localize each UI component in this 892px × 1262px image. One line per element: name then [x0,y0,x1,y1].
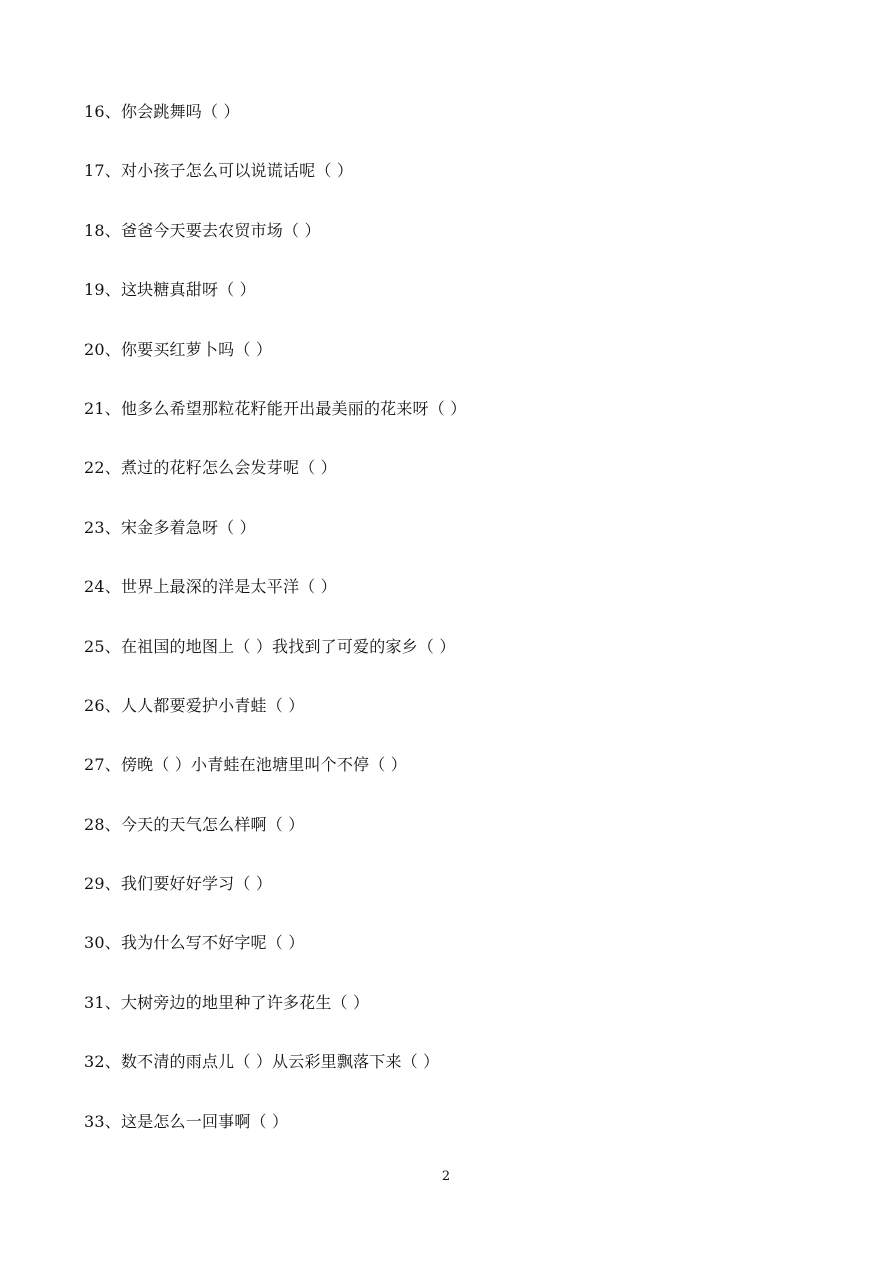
question-item: 25、在祖国的地图上（ ）我找到了可爱的家乡（ ） [84,636,456,656]
question-item: 33、这是怎么一回事啊（ ） [84,1111,289,1131]
question-item: 21、他多么希望那粒花籽能开出最美丽的花来呀（ ） [84,398,467,418]
question-item: 32、数不清的雨点儿（ ）从云彩里飘落下来（ ） [84,1052,440,1072]
page-number: 2 [441,1169,451,1184]
question-item: 27、傍晚（ ）小青蛙在池塘里叫个不停（ ） [84,755,407,775]
question-item: 22、煮过的花籽怎么会发芽呢（ ） [84,458,337,478]
question-item: 30、我为什么写不好字呢（ ） [84,933,305,953]
question-item: 28、今天的天气怎么样啊（ ） [84,814,305,834]
question-item: 23、宋金多着急呀（ ） [84,517,256,537]
question-list [84,98,466,1167]
question-item: 18、爸爸今天要去农贸市场（ ） [84,220,321,240]
question-item: 24、世界上最深的洋是太平洋（ ） [84,577,337,597]
question-item: 20、你要买红萝卜吗（ ） [84,339,273,359]
question-item: 31、大树旁边的地里种了许多花生（ ） [84,992,370,1012]
question-item: 19、这块糖真甜呀（ ） [84,280,256,300]
question-item: 16、你会跳舞吗（ ） [84,102,240,121]
question-item: 26、人人都要爱护小青蛙（ ） [84,695,305,715]
question-item: 17、对小孩子怎么可以说谎话呢（ ） [84,161,354,181]
question-item: 29、我们要好好学习（ ） [84,874,273,894]
